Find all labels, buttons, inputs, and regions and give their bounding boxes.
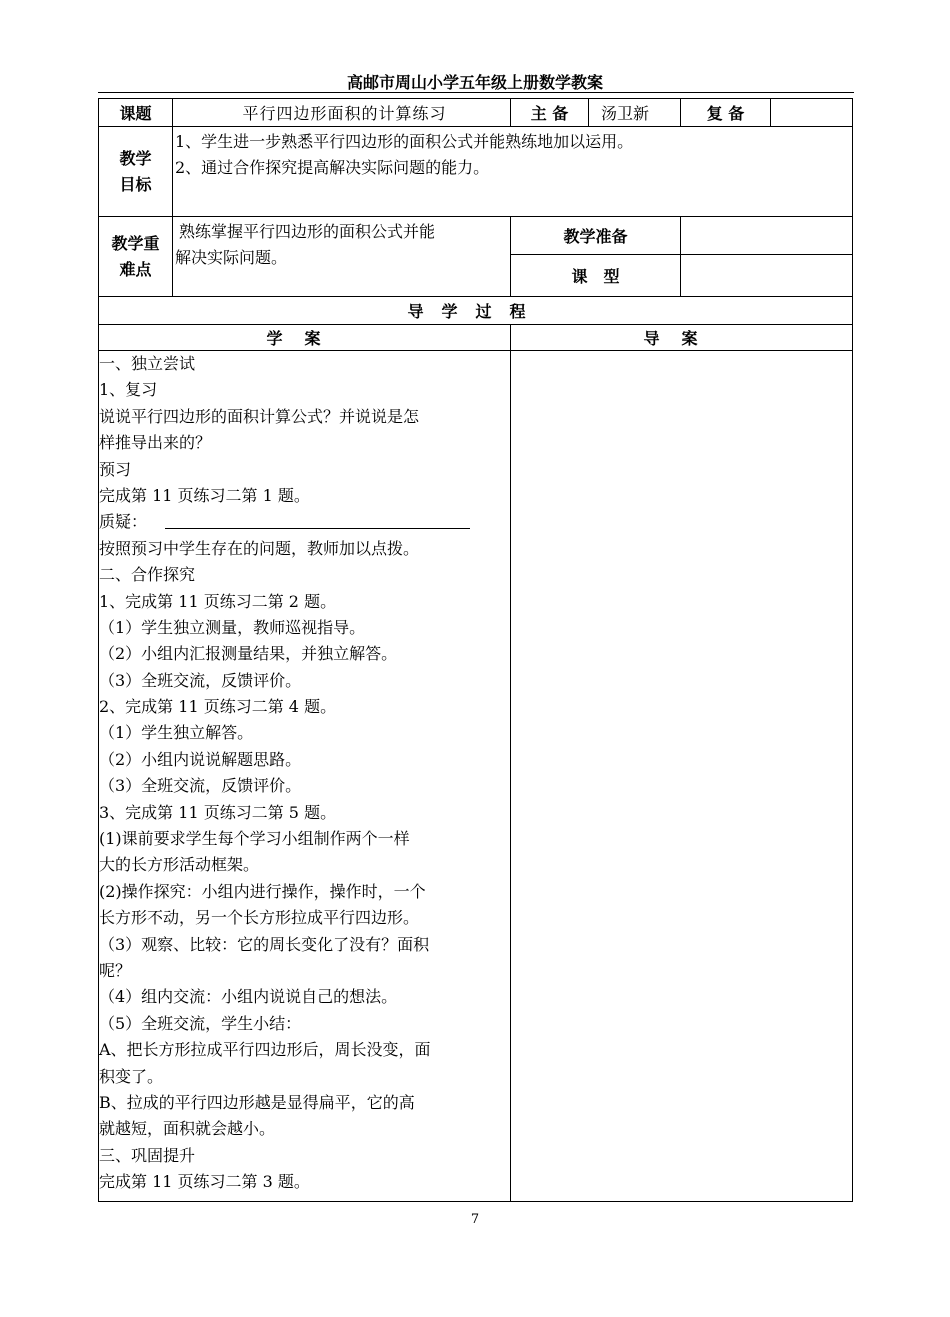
content-line-query: [99, 509, 510, 535]
content-line: A、把长方形拉成平行四边形后，周长没变，面: [99, 1040, 431, 1060]
content-line: 3、完成第 11 页练习二第 5 题。: [99, 802, 337, 822]
content-line: 2、完成第 11 页练习二第 4 题。: [99, 697, 337, 717]
row-topic: [99, 99, 853, 127]
header-rule: [98, 92, 854, 93]
query-blank-line: [165, 512, 470, 529]
guide-plan-content: [511, 351, 853, 1202]
content-line: 一、独立尝试: [99, 354, 196, 373]
content-line: （4）组内交流：小组内说说自己的想法。: [99, 987, 398, 1007]
lesson-plan-table: [98, 98, 853, 1202]
objectives-label-line2: 目标: [119, 174, 152, 194]
review-value: [771, 99, 853, 127]
content-line: B、拉成的平行四边形越是显得扁平，它的高: [99, 1092, 415, 1112]
col-right-heading: 导案: [511, 325, 853, 351]
content-line: （3）全班交流，反馈评价。: [99, 776, 302, 796]
content-line: 大的长方形活动框架。: [99, 855, 260, 875]
content-line: （1）学生独立测量，教师巡视指导。: [99, 617, 366, 637]
prep-value: [681, 217, 853, 255]
row-process-heading: [99, 297, 853, 325]
lead-value: 汤卫新: [589, 99, 681, 127]
type-value: [681, 255, 853, 297]
content-line: 完成第 11 页练习二第 3 题。: [99, 1172, 310, 1192]
content-line: 样推导出来的？: [99, 433, 212, 453]
content-line: 说说平行四边形的面积计算公式？并说说是怎: [99, 406, 420, 426]
content-line: 二、合作探究: [99, 565, 196, 585]
keypoints-label: [99, 217, 173, 297]
content-line: （3）观察、比较：它的周长变化了没有？面积: [99, 934, 430, 954]
content-line: 就越短，面积就会越小。: [99, 1119, 276, 1139]
objective-line: 1、学生进一步熟悉平行四边形的面积公式并能熟练地加以运用。: [175, 132, 634, 151]
keypoints-label-line2: 难点: [119, 259, 152, 279]
content-line: (1)课前要求学生每个学习小组制作两个一样: [99, 829, 410, 849]
review-label: 复 备: [681, 99, 771, 127]
content-line: （5）全班交流，学生小结：: [99, 1013, 302, 1033]
content-line: （1）学生独立解答。: [99, 723, 254, 743]
topic-value: 平行四边形面积的计算练习: [173, 99, 511, 127]
content-line: 呢？: [99, 960, 132, 980]
objectives-content: [173, 127, 853, 217]
study-plan-content: [99, 351, 511, 1202]
topic-label: 课题: [99, 99, 173, 127]
content-line: 完成第 11 页练习二第 1 题。: [99, 485, 310, 505]
prep-label: 教学准备: [511, 217, 681, 255]
type-label: 课 型: [511, 255, 681, 297]
col-left-heading: 学案: [99, 325, 511, 351]
objectives-label-line1: 教学: [119, 148, 152, 168]
page-header-title: 高邮市周山小学五年级上册数学教案: [346, 73, 603, 92]
objective-line: 2、通过合作探究提高解决实际问题的能力。: [175, 158, 490, 177]
content-line: （3）全班交流，反馈评价。: [99, 670, 302, 690]
keypoints-content: [173, 217, 511, 297]
content-line: 按照预习中学生存在的问题，教师加以点拨。: [99, 538, 420, 558]
content-line: 三、巩固提升: [99, 1145, 196, 1165]
row-keypoints-a: [99, 217, 853, 255]
content-line: 1、复习: [99, 380, 158, 400]
keypoint-line: 熟练掌握平行四边形的面积公式并能: [179, 222, 436, 241]
row-objectives: [99, 127, 853, 217]
content-line: （2）小组内说说解题思路。: [99, 749, 302, 769]
row-column-headings: [99, 325, 853, 351]
keypoint-line: 解决实际问题。: [175, 248, 288, 267]
row-content: [99, 351, 853, 1202]
content-line: 长方形不动，另一个长方形拉成平行四边形。: [99, 908, 420, 928]
content-line: 1、完成第 11 页练习二第 2 题。: [99, 591, 337, 611]
content-line: 积变了。: [99, 1066, 164, 1086]
process-heading: 导学过程: [99, 297, 853, 325]
page-number: 7: [470, 1212, 480, 1227]
query-label: 质疑：: [99, 512, 148, 532]
objectives-label: [99, 127, 173, 217]
lead-label: 主 备: [511, 99, 589, 127]
content-line: (2)操作探究：小组内进行操作，操作时，一个: [99, 881, 426, 901]
content-line: （2）小组内汇报测量结果，并独立解答。: [99, 644, 398, 664]
content-line: 预习: [99, 459, 132, 479]
keypoints-label-line1: 教学重: [111, 233, 160, 253]
